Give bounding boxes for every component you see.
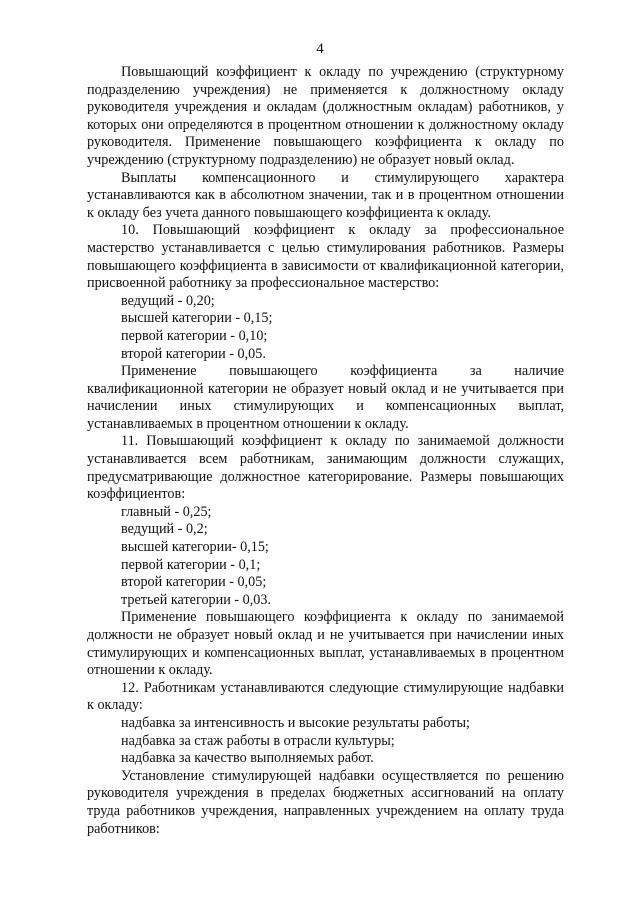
list-item: надбавка за стаж работы в отрасли культуры; <box>121 732 395 749</box>
list-item: надбавка за интенсивность и высокие результаты работы; <box>121 714 470 731</box>
paragraph-qualification-category-note: Применение повышающего коэффициента за наличие квалификационной категории не образует новый оклад и не учитывается при начислении иных стимулирующих и компенсационных выплат, устанавливаемых в процентном отношении к окладу. <box>87 363 564 432</box>
list-item: первой категории - 0,1; <box>121 556 261 573</box>
paragraph-12-incentive-allowances: 12. Работникам устанавливаются следующие стимулирующие надбавки к окладу: <box>87 679 564 714</box>
document-body <box>87 64 564 838</box>
list-item: второй категории - 0,05. <box>121 345 266 362</box>
paragraph-10-professional-mastery: 10. Повышающий коэффициент к окладу за профессиональное мастерство устанавливается с целью стимулирования работников. Размеры повышающего коэффициента в зависимости от квалификационной категории, присвоенной работнику за профессиональное мастерство: <box>87 222 564 292</box>
list-item: первой категории - 0,10; <box>121 327 268 344</box>
list-item: высшей категории- 0,15; <box>121 539 269 556</box>
list-item: третьей категории - 0,03. <box>121 591 272 608</box>
page-number: 4 <box>316 41 324 57</box>
paragraph-position-coefficient-note: Применение повышающего коэффициента к окладу по занимаемой должности не образует новый оклад и не учитывается при начислении иных стимулирующих и компенсационных выплат, устанавливаемых в процентном отношении к окладу. <box>87 609 564 679</box>
list-item: главный - 0,25; <box>121 503 212 520</box>
paragraph-payments-calculation: Выплаты компенсационного и стимулирующего характера устанавливаются как в абсолютном значении, так и в процентном отношении к окладу без учета данного повышающего коэффициента к окладу. <box>87 169 564 221</box>
list-item: надбавка за качество выполняемых работ. <box>121 750 374 767</box>
list-item: ведущий - 0,20; <box>121 292 215 309</box>
paragraph-coefficient-not-applied: Повышающий коэффициент к окладу по учреждению (структурному подразделению учреждения) не применяется к должностному окладу руководителя учреждения и окладам (должностным окладам) работников, у которых они определяются в процентном отношении к должностному окладу руководителя. Применение повышающего коэффициента к окладу по учреждению (структурному подразделению) не образует новый оклад. <box>87 64 564 168</box>
list-item: ведущий - 0,2; <box>121 521 208 538</box>
paragraph-11-position-coefficient: 11. Повышающий коэффициент к окладу по занимаемой должности устанавливается всем работникам, занимающим должности служащих, предусматривающие должностное категорирование. Размеры повышающих коэффициентов: <box>87 433 564 503</box>
list-item: второй категории - 0,05; <box>121 574 267 591</box>
paragraph-allowance-establishment: Установление стимулирующей надбавки осуществляется по решению руководителя учреждения в пределах бюджетных ассигнований на оплату труда работников учреждения, направленных учреждением на оплату труда работников: <box>87 767 564 837</box>
list-item: высшей категории - 0,15; <box>121 310 273 327</box>
